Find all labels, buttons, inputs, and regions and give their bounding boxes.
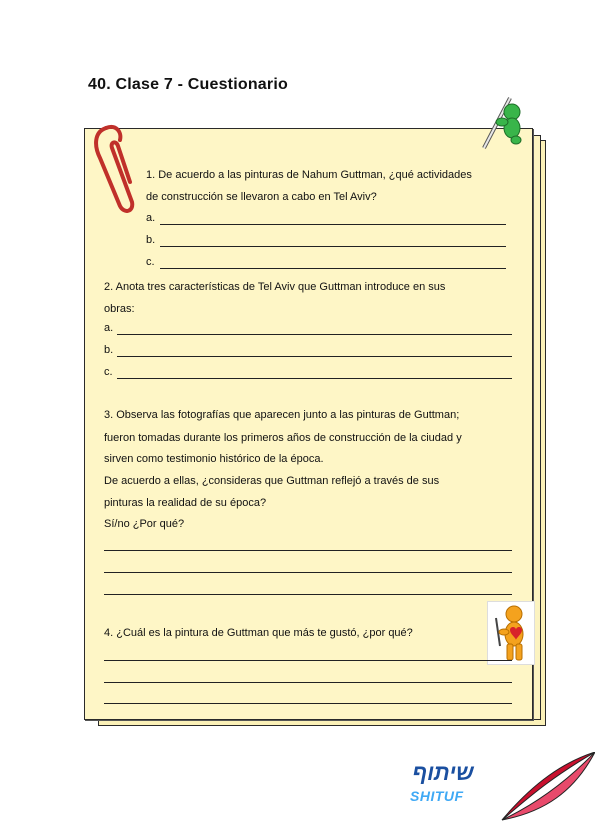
green-figure-pencil-icon (476, 92, 526, 152)
q2-label-b: b. (104, 344, 114, 356)
paperclip-icon (90, 118, 138, 218)
q1-answer-c-line (160, 268, 506, 269)
q1-line1: 1. De acuerdo a las pinturas de Nahum Guttman, ¿qué actividades (146, 169, 472, 181)
q1-line2: de construcción se llevaron a cabo en Tel Aviv? (146, 191, 377, 203)
q3-line5: pinturas la realidad de su época? (104, 497, 267, 509)
q2-line2: obras: (104, 303, 135, 315)
q3-line3: sirven como testimonio histórico de la época. (104, 453, 324, 465)
q1-answer-a-line (160, 224, 506, 225)
q3-line1: 3. Observa las fotografías que aparecen junto a las pinturas de Guttman; (104, 409, 460, 421)
q2-answer-a-line (117, 334, 512, 335)
q2-label-a: a. (104, 322, 114, 334)
q1-label-a: a. (146, 212, 156, 224)
orange-figure-heart-icon (487, 601, 535, 665)
q2-answer-b-line (117, 356, 512, 357)
q3-line6: Sí/no ¿Por qué? (104, 518, 185, 530)
page-curl-corner-icon (494, 752, 595, 822)
q3-answer-line-3[interactable] (104, 594, 512, 595)
q3-answer-line-1[interactable] (104, 550, 512, 551)
q2-line1: 2. Anota tres características de Tel Aviv que Guttman introduce en sus (104, 281, 446, 293)
page-title: 40. Clase 7 - Cuestionario (88, 76, 288, 93)
logo-latin-text: SHITUF (410, 788, 464, 804)
q4-line1: 4. ¿Cuál es la pintura de Guttman que más te gustó, ¿por qué? (104, 627, 413, 639)
q1-label-b: b. (146, 234, 156, 246)
q3-line2: fueron tomadas durante los primeros años de construcción de la ciudad y (104, 432, 462, 444)
q4-answer-line-2[interactable] (104, 682, 512, 683)
q4-answer-line-1[interactable] (104, 660, 512, 661)
q4-answer-line-3[interactable] (104, 703, 512, 704)
q3-answer-line-2[interactable] (104, 572, 512, 573)
q2-label-c: c. (104, 366, 113, 378)
shituf-logo (406, 760, 480, 810)
q1-label-c: c. (146, 256, 155, 268)
q2-answer-c-line (117, 378, 512, 379)
q3-line4: De acuerdo a ellas, ¿consideras que Guttman reflejó a través de sus (104, 475, 440, 487)
q1-answer-b-line (160, 246, 506, 247)
logo-hebrew-text: שיתוף (412, 760, 474, 785)
